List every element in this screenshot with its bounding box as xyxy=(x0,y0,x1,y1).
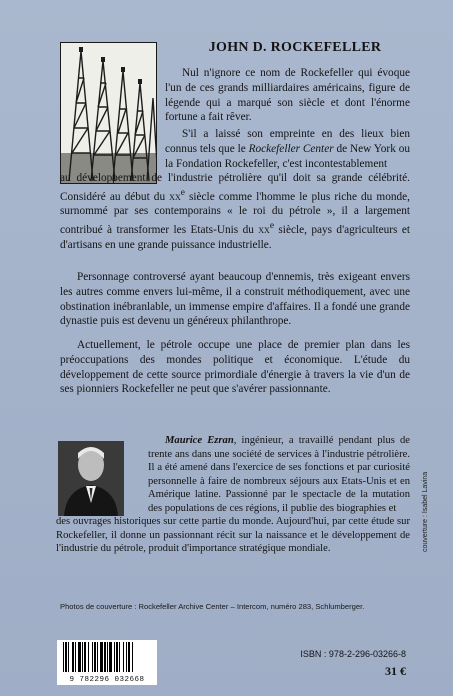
book-title: JOHN D. ROCKEFELLER xyxy=(208,40,382,55)
author-bio-text-1: , ingénieur, a travaillé pendant plus de trente ans dans une société de services à l'industrie pétrolière. Il a été amené dans l'exercice de ses fonctions et par curiosité personnelle à faire de nombreux séjours aux Etats-Unis et en Amérique latine. Passionné par le spectacle de la mutation des populations de ces régions, il publie des biographies et xyxy=(148,435,410,514)
legacy-text-3: au développement de l'industrie pétrolière qu'il doit sa grande célébrité. Considéré au début du xyxy=(60,172,410,203)
oil-derricks-photo xyxy=(60,42,157,184)
author-bio-cont: des ouvrages historiques sur cette partie du monde. Aujourd'hui, par cette étude sur Rockefeller, il donne un passionnant récit sur la naissance et le développement de l'industrie du pétrole, produit d'importance stratégique mondiale. xyxy=(56,516,410,555)
petroleum-paragraph: Actuellement, le pétrole occupe une place de premier plan dans les préoccupations des mondes politique et économique. L'étude du développement de cette source primordiale d'énergie à travers la vie d'un de ses pionniers Rockefeller ne peut que s'avérer passionnante. xyxy=(60,339,410,396)
price: 31 € xyxy=(385,664,406,678)
rockefeller-center-italic: Rockefeller Center xyxy=(248,142,334,155)
legacy-text-5: siècle, pays d'agriculteurs et d'artisans en une grande puissance industrielle. xyxy=(60,223,410,251)
author-name: Maurice Ezran xyxy=(165,435,234,446)
legacy-text-1: S'il a laissé son empreinte en des lieux bien connus tels que le xyxy=(165,128,410,155)
legacy-paragraph-start xyxy=(165,127,410,171)
photo-credits: Photos de couverture : Rockefeller Archive Center – Intercom, numéro 283, Schlumberger. xyxy=(60,602,365,611)
author-bio-start xyxy=(148,434,410,516)
century-sup-2: e xyxy=(269,221,275,232)
isbn: ISBN : 978-2-296-03266-8 xyxy=(300,649,406,659)
legacy-text-4: siècle comme l'homme le plus riche du monde, surnommé par ses contemporains « le roi du pétrole », il a largement contribué à transformer les Etats-Unis du xyxy=(60,190,410,236)
barcode xyxy=(57,640,157,685)
century-sup-1: e xyxy=(180,187,185,198)
cover-design-credit: couverture : Isabel Lavina xyxy=(422,471,429,552)
century-xx-2: xx xyxy=(258,223,270,236)
legacy-text-2: de New York ou la Fondation Rockefeller, c'est incontestablement xyxy=(165,142,410,170)
intro-paragraph: Nul n'ignore ce nom de Rockefeller qui évoque l'un de ces grands milliardaires américains, figure de légende qui a marqué son siècle et dont l'énorme fortune a fait rêver. xyxy=(165,67,410,124)
century-xx-1: xx xyxy=(169,190,181,203)
legacy-paragraph-cont xyxy=(60,171,410,253)
character-paragraph: Personnage controversé ayant beaucoup d'ennemis, très exigeant envers les autres comme envers lui-même, il a construit méthodiquement, avec une obstination inébranlable, un immense empire d'affaires. Il a fondé une grande dynastie puis est devenu un généreux philanthrope. xyxy=(60,271,410,328)
barcode-number: 9 782296 032668 xyxy=(69,676,145,684)
author-portrait-photo xyxy=(58,441,124,516)
